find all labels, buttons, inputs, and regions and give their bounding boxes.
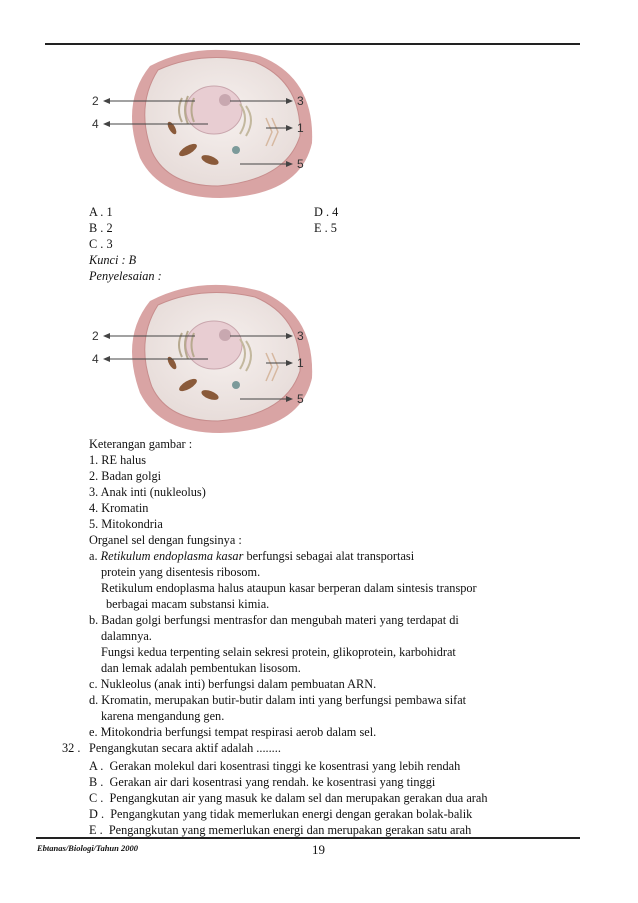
explanation-b-line2: dalamnya. — [101, 629, 152, 643]
option-a: A . 1 — [89, 205, 113, 219]
option-d: D . 4 — [314, 205, 339, 219]
answer-key: Kunci : B — [89, 253, 137, 267]
page-number: 19 — [312, 842, 325, 857]
explanation-a: a. Retikulum endoplasma kasar berfungsi sebagai alat transportasi — [89, 549, 415, 563]
legend-item: 2. Badan golgi — [89, 469, 162, 483]
q32-option-b: B . Gerakan air dari kosentrasi yang rendah. ke kosentrasi yang tinggi — [89, 775, 436, 789]
q32-option-a: A . Gerakan molekul dari kosentrasi tinggi ke kosentrasi yang lebih rendah — [89, 759, 461, 773]
fig1-label-4: 4 — [92, 117, 99, 131]
question-32-text: Pengangkutan secara aktif adalah ........ — [89, 741, 281, 755]
legend-item: 3. Anak inti (nukleolus) — [89, 485, 206, 499]
legend-item: 5. Mitokondria — [89, 517, 163, 531]
fig1-label-1: 1 — [297, 121, 304, 135]
fig2-label-3: 3 — [297, 329, 304, 343]
explanation-d: d. Kromatin, merupakan butir-butir dalam inti yang berfungsi pembawa sifat — [89, 693, 467, 707]
explanation-a-line4: berbagai macam substansi kimia. — [106, 597, 270, 611]
option-c: C . 3 — [89, 237, 113, 251]
fig1-label-3: 3 — [297, 94, 304, 108]
fig2-label-5: 5 — [297, 392, 304, 406]
fig1-label-5: 5 — [297, 157, 304, 171]
organel-title: Organel sel dengan fungsinya : — [89, 533, 242, 547]
q32-option-c: C . Pengangkutan air yang masuk ke dalam sel dan merupakan gerakan dua arah — [89, 791, 488, 805]
cell-diagram-solution — [90, 283, 320, 435]
legend-item: 4. Kromatin — [89, 501, 149, 515]
question-32-number: 32 . — [62, 741, 81, 755]
fig1-label-2: 2 — [92, 94, 99, 108]
option-e: E . 5 — [314, 221, 337, 235]
header-rule — [45, 43, 580, 45]
q32-option-d: D . Pengangkutan yang tidak memerlukan energi dengan gerakan bolak-balik — [89, 807, 473, 821]
nucleolus-shape — [219, 94, 231, 106]
solution-heading: Penyelesaian : — [89, 269, 162, 283]
q32-option-e: E . Pengangkutan yang memerlukan energi dan merupakan gerakan satu arah — [89, 823, 472, 837]
fig2-label-2: 2 — [92, 329, 99, 343]
cell-diagram-question — [90, 48, 320, 200]
legend-title: Keterangan gambar : — [89, 437, 193, 451]
explanation-a-line3: Retikulum endoplasma halus ataupun kasar berperan dalam sintesis transpor — [101, 581, 477, 595]
explanation-d-line2: karena mengandung gen. — [101, 709, 225, 723]
explanation-c: c. Nukleolus (anak inti) berfungsi dalam pembuatan ARN. — [89, 677, 377, 691]
nucleus-shape — [186, 86, 242, 134]
footer-source: Ebtanas/Biologi/Tahun 2000 — [37, 843, 139, 853]
explanation-b: b. Badan golgi berfungsi mentrasfor dan mengubah materi yang terdapat di — [89, 613, 459, 627]
explanation-a-line2: protein yang disentesis ribosom. — [101, 565, 261, 579]
fig2-label-1: 1 — [297, 356, 304, 370]
explanation-b-line3: Fungsi kedua terpenting selain sekresi protein, glikoprotein, karbohidrat — [101, 645, 456, 659]
option-b: B . 2 — [89, 221, 113, 235]
explanation-e: e. Mitokondria berfungsi tempat respirasi aerob dalam sel. — [89, 725, 377, 739]
legend-item: 1. RE halus — [89, 453, 147, 467]
explanation-b-line4: dan lemak adalah pembentukan lisosom. — [101, 661, 301, 675]
footer-rule — [36, 837, 580, 839]
fig2-label-4: 4 — [92, 352, 99, 366]
